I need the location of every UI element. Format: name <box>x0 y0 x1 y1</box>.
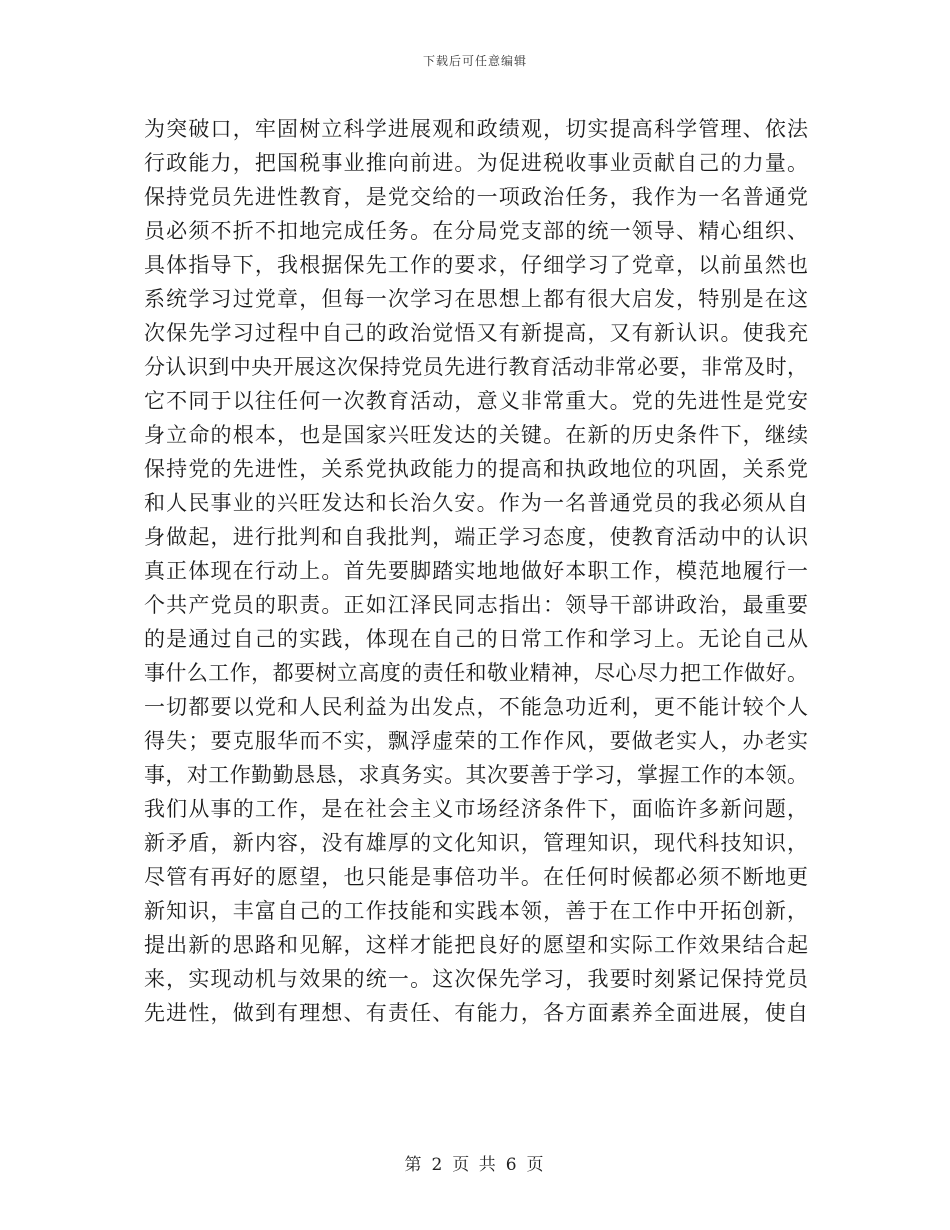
text-line: 它不同于以往任何一次教育活动，意义非常重大。党的先进性是党安 <box>144 389 808 413</box>
text-line: 员必须不折不扣地完成任务。在分局党支部的统一领导、精心组织、 <box>144 219 808 243</box>
text-line: 系统学习过党章，但每一次学习在思想上都有很大启发，特别是在这 <box>144 287 808 311</box>
page-footer <box>0 1150 950 1175</box>
footer-total-pages: 6 <box>505 1155 519 1175</box>
text-line: 新知识，丰富自己的工作技能和实践本领，善于在工作中开拓创新， <box>144 899 808 923</box>
text-line: 次保先学习过程中自己的政治觉悟又有新提高，又有新认识。使我充 <box>144 321 808 345</box>
text-line: 事，对工作勤勤恳恳，求真务实。其次要善于学习，掌握工作的本领。 <box>144 763 808 787</box>
text-line: 身立命的根本，也是国家兴旺发达的关键。在新的历史条件下，继续 <box>144 423 808 447</box>
text-line: 来，实现动机与效果的统一。这次保先学习，我要时刻紧记保持党员 <box>144 967 808 991</box>
text-line: 事什么工作，都要树立高度的责任和敬业精神，尽心尽力把工作做好。 <box>144 661 808 685</box>
text-line: 个共产党员的职责。正如江泽民同志指出：领导干部讲政治，最重要 <box>144 593 808 617</box>
text-line: 分认识到中央开展这次保持党员先进行教育活动非常必要，非常及时， <box>144 355 808 379</box>
page-header: 下载后可任意编辑 <box>422 54 527 68</box>
footer-middle: 页 共 <box>452 1155 498 1175</box>
text-line: 的是通过自己的实践，体现在自己的日常工作和学习上。无论自己从 <box>144 627 808 651</box>
text-line: 一切都要以党和人民利益为出发点，不能急功近利，更不能计较个人 <box>144 695 808 719</box>
text-line: 行政能力，把国税事业推向前进。为促进税收事业贡献自己的力量。 <box>144 151 808 175</box>
text-line: 新矛盾，新内容，没有雄厚的文化知识，管理知识，现代科技知识， <box>144 831 808 855</box>
footer-suffix: 页 <box>526 1155 546 1175</box>
text-line: 提出新的思路和见解，这样才能把良好的愿望和实际工作效果结合起 <box>144 933 808 957</box>
text-line: 身做起，进行批判和自我批判，端正学习态度，使教育活动中的认识 <box>144 525 808 549</box>
footer-current-page: 2 <box>431 1155 445 1175</box>
text-line: 和人民事业的兴旺发达和长治久安。作为一名普通党员的我必须从自 <box>144 491 808 515</box>
text-line: 为突破口，牢固树立科学进展观和政绩观，切实提高科学管理、依法 <box>144 117 808 141</box>
text-line: 尽管有再好的愿望，也只能是事倍功半。在任何时候都必须不断地更 <box>144 865 808 889</box>
text-line: 真正体现在行动上。首先要脚踏实地地做好本职工作，模范地履行一 <box>144 559 808 583</box>
text-line: 得失；要克服华而不实，飘浮虚荣的工作作风，要做老实人，办老实 <box>144 729 808 753</box>
text-line: 先进性，做到有理想、有责任、有能力，各方面素养全面进展，使自 <box>144 1001 808 1025</box>
text-line: 我们从事的工作，是在社会主义市场经济条件下，面临许多新问题， <box>144 797 808 821</box>
text-line: 保持党的先进性，关系党执政能力的提高和执政地位的巩固，关系党 <box>144 457 808 481</box>
text-line: 保持党员先进性教育，是党交给的一项政治任务，我作为一名普通党 <box>144 185 808 209</box>
text-line: 具体指导下，我根据保先工作的要求，仔细学习了党章，以前虽然也 <box>144 253 808 277</box>
footer-prefix: 第 <box>404 1155 424 1175</box>
